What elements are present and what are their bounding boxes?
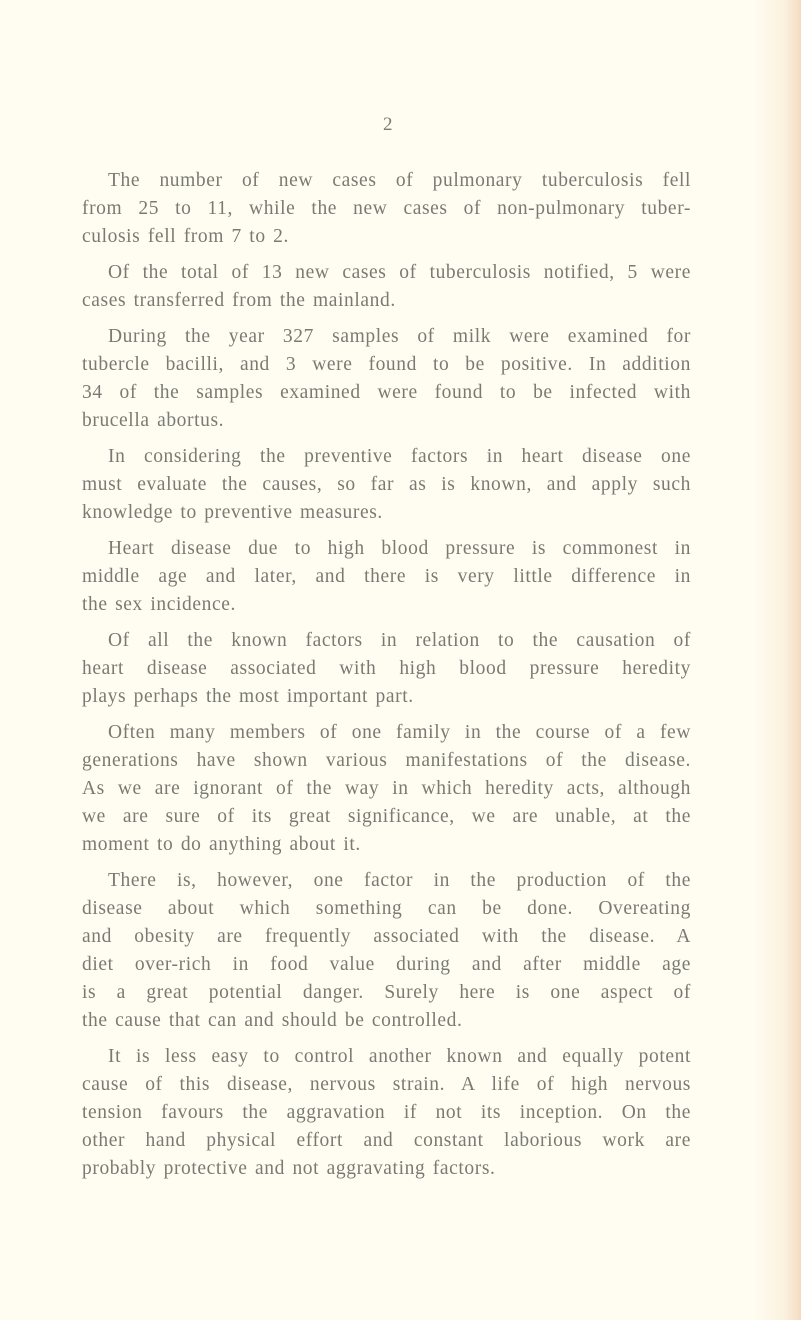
text-line: It is less easy to control another known and equally potent [108,1046,691,1067]
text-line: plays perhaps the most important part. [82,686,414,707]
text-line: the sex incidence. [82,594,236,615]
paragraph [82,627,691,711]
text-line: must evaluate the causes, so far as is known, and apply such [82,474,691,495]
page-number: 2 [383,114,393,135]
text-line: Heart disease due to high blood pressure is commonest in [108,538,691,559]
paragraph [82,259,691,315]
paragraph [82,535,691,619]
text-line: Of all the known factors in relation to the causation of [108,630,691,651]
text-line: disease about which something can be done. Overeating [82,898,691,919]
text-line: Often many members of one family in the course of a few [108,722,691,743]
text-line: is a great potential danger. Surely here is one aspect of [82,982,691,1003]
text-line: Of the total of 13 new cases of tuberculosis notified, 5 were [108,262,691,283]
text-line: middle age and later, and there is very little difference in [82,566,691,587]
paragraph [82,323,691,435]
text-line: the cause that can and should be controlled. [82,1010,463,1031]
text-line: The number of new cases of pulmonary tuberculosis fell [108,170,691,191]
text-line: knowledge to preventive measures. [82,502,383,523]
text-line: cause of this disease, nervous strain. A life of high nervous [82,1074,691,1095]
text-line: and obesity are frequently associated with the disease. A [82,926,691,947]
document-body [82,167,691,1191]
text-line: moment to do anything about it. [82,834,361,855]
paragraph [82,867,691,1035]
text-line: from 25 to 11, while the new cases of non-pulmonary tuber- [82,198,691,219]
text-line: generations have shown various manifestations of the disease. [82,750,691,771]
text-line: culosis fell from 7 to 2. [82,226,289,247]
text-line: cases transferred from the mainland. [82,290,396,311]
paragraph [82,719,691,859]
text-line: diet over-rich in food value during and after middle age [82,954,691,975]
text-line: brucella abortus. [82,410,225,431]
text-line: we are sure of its great significance, we are unable, at the [82,806,691,827]
text-line: probably protective and not aggravating factors. [82,1158,496,1179]
text-line: tension favours the aggravation if not its inception. On the [82,1102,691,1123]
text-line: other hand physical effort and constant laborious work are [82,1130,691,1151]
paragraph [82,167,691,251]
text-line: During the year 327 samples of milk were examined for [108,326,691,347]
text-line: heart disease associated with high blood pressure heredity [82,658,691,679]
paragraph [82,443,691,527]
text-line: tubercle bacilli, and 3 were found to be positive. In addition [82,354,691,375]
text-line: 34 of the samples examined were found to be infected with [82,382,691,403]
paragraph [82,1043,691,1183]
text-line: There is, however, one factor in the production of the [108,870,691,891]
text-line: In considering the preventive factors in heart disease one [108,446,691,467]
text-line: As we are ignorant of the way in which heredity acts, although [82,778,691,799]
